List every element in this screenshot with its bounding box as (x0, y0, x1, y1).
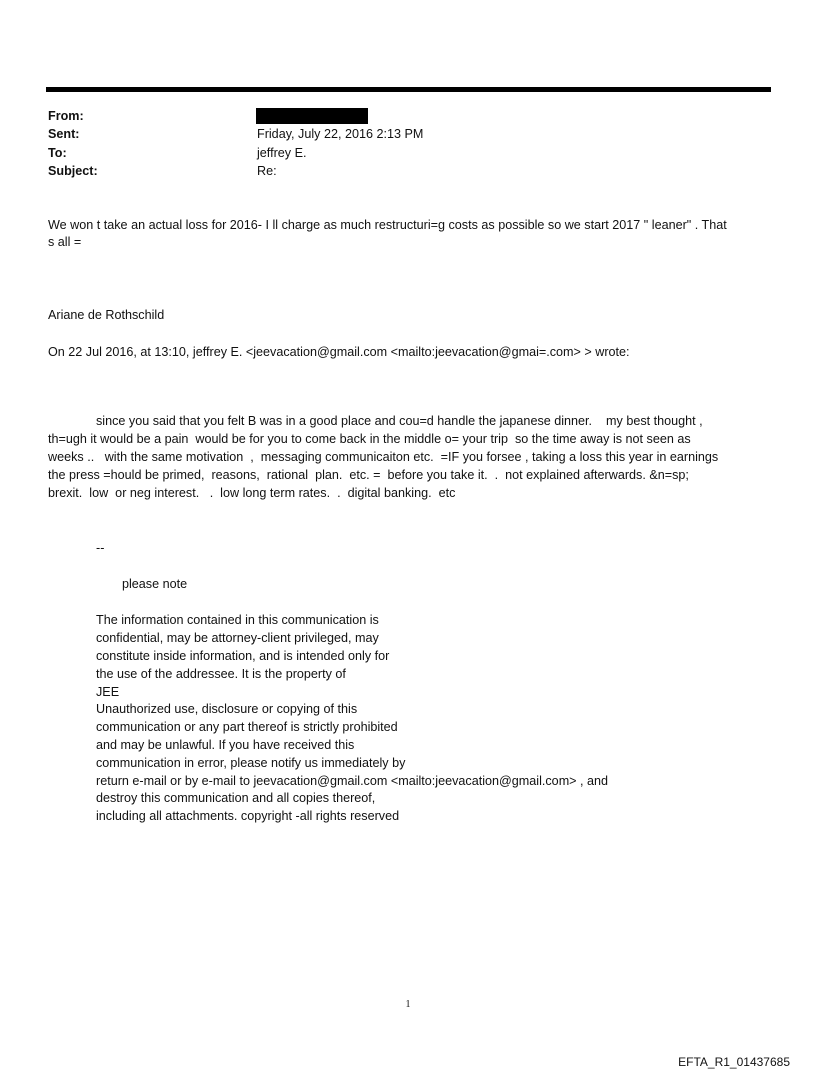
sent-label: Sent: (48, 127, 80, 141)
disclaimer-line: communication in error, please notify us immediately by (96, 756, 406, 770)
disclaimer-line: constitute inside information, and is intended only for (96, 649, 390, 663)
quote-header: On 22 Jul 2016, at 13:10, jeffrey E. <jeevacation@gmail.com <mailto:jeevacation@gmai=.com> > wrote: (48, 345, 630, 359)
header-rule (46, 87, 771, 92)
disclaimer-line: and may be unlawful. If you have received this (96, 738, 355, 752)
signature-dashes: -- (96, 541, 105, 555)
disclaimer-line: Unauthorized use, disclosure or copying of this (96, 702, 358, 716)
quoted-line-2: th=ugh it would be a pain would be for you to come back in the middle o= your trip so the time away is not seen as (48, 432, 691, 446)
disclaimer-line: communication or any part thereof is strictly prohibited (96, 720, 398, 734)
to-value: jeffrey E. (257, 146, 307, 160)
disclaimer-line: JEE (96, 685, 120, 699)
disclaimer-line: confidential, may be attorney-client privileged, may (96, 631, 379, 645)
document-id: EFTA_R1_01437685 (678, 1055, 790, 1069)
body-line-2: s all = (48, 235, 82, 249)
quoted-line-4: the press =hould be primed, reasons, rational plan. etc. = before you take it. . not explained afterwards. &n=sp; (48, 468, 689, 482)
please-note: please note (122, 577, 188, 591)
subject-value: Re: (257, 164, 277, 178)
to-label: To: (48, 146, 67, 160)
redacted-sender (256, 108, 368, 124)
sent-value: Friday, July 22, 2016 2:13 PM (257, 127, 424, 141)
body-line-1: We won t take an actual loss for 2016- I ll charge as much restructuri=g costs as possible so we start 2017 " leaner" . That (48, 218, 727, 232)
quoted-line-5: brexit. low or neg interest. . low long term rates. . digital banking. etc (48, 486, 456, 500)
disclaimer-line: the use of the addressee. It is the property of (96, 667, 346, 681)
page-number: 1 (405, 999, 411, 1010)
from-label: From: (48, 109, 84, 123)
disclaimer-line: destroy this communication and all copies thereof, (96, 791, 376, 805)
disclaimer-line: The information contained in this communication is (96, 613, 379, 627)
quoted-line-1: since you said that you felt B was in a good place and cou=d handle the japanese dinner. my best thought , (96, 414, 703, 428)
signature: Ariane de Rothschild (48, 308, 165, 322)
quoted-line-3: weeks .. with the same motivation , messaging communicaiton etc. =IF you forsee , taking a loss this year in earnings (48, 450, 719, 464)
subject-label: Subject: (48, 164, 98, 178)
disclaimer-line: return e-mail or by e-mail to jeevacation@gmail.com <mailto:jeevacation@gmail.com> , and (96, 774, 609, 788)
disclaimer-line: including all attachments. copyright -all rights reserved (96, 809, 400, 823)
